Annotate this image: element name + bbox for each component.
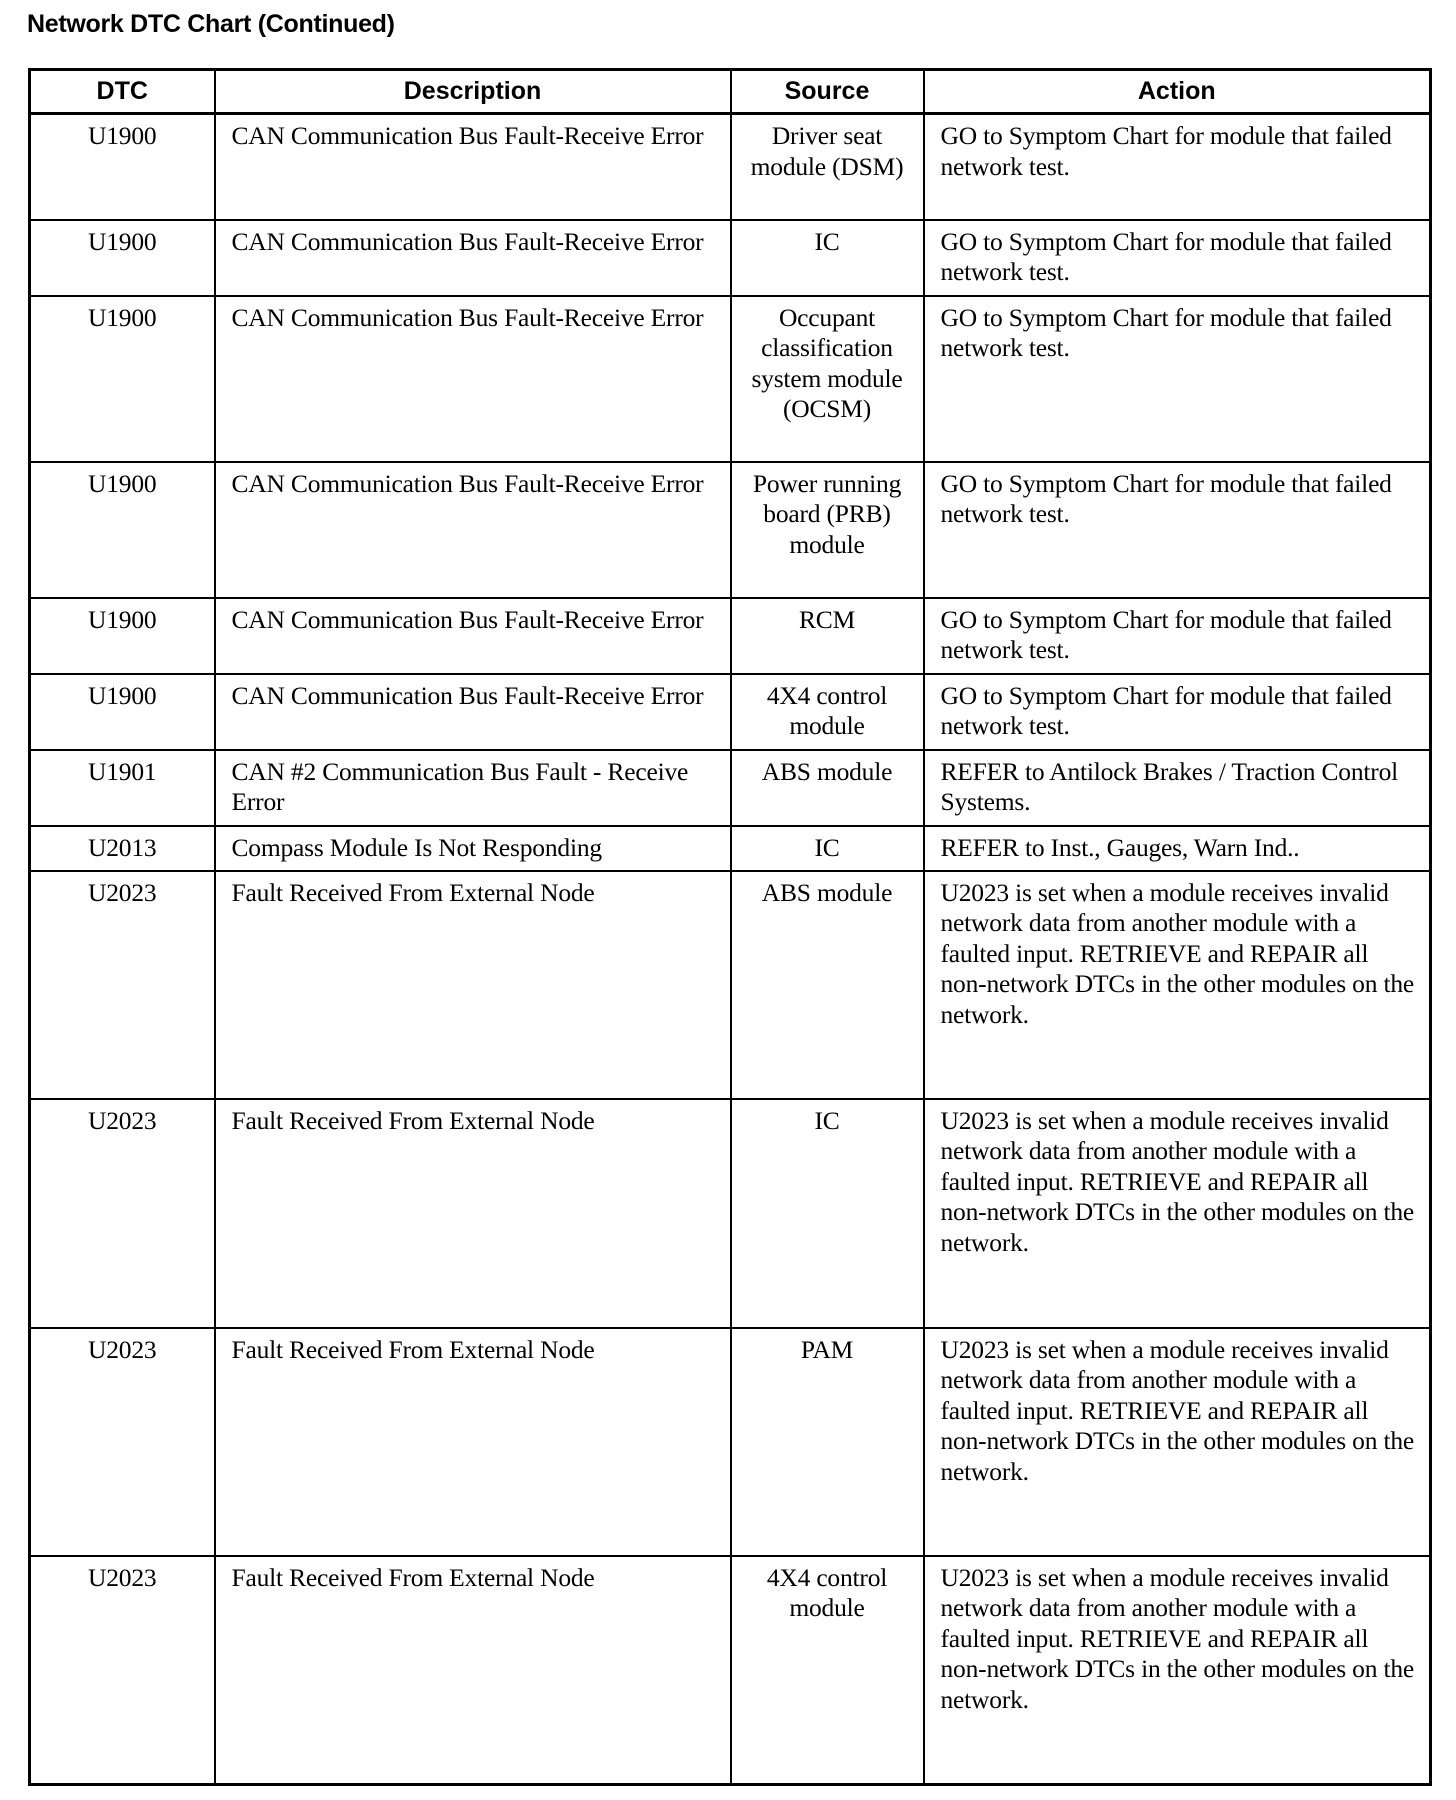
dtc-cell: U1900 bbox=[30, 598, 215, 674]
description-cell: Fault Received From External Node bbox=[215, 1099, 731, 1328]
dtc-cell: U1900 bbox=[30, 296, 215, 462]
table-row bbox=[30, 826, 1431, 871]
dtc-cell: U1900 bbox=[30, 674, 215, 750]
source-cell: RCM bbox=[731, 598, 924, 674]
source-cell: 4X4 control module bbox=[731, 1556, 924, 1785]
source-cell: ABS module bbox=[731, 750, 924, 826]
dtc-cell: U2023 bbox=[30, 871, 215, 1099]
table-header-row bbox=[30, 70, 1431, 114]
table-row bbox=[30, 296, 1431, 462]
column-header-description: Description bbox=[215, 70, 731, 114]
description-cell: Fault Received From External Node bbox=[215, 1328, 731, 1556]
dtc-cell: U1900 bbox=[30, 220, 215, 296]
action-cell: U2023 is set when a module receives invalid network data from another module with a faulted input. RETRIEVE and REPAIR all non-network DTCs in the other modules on the network. bbox=[924, 1328, 1431, 1556]
description-cell: CAN #2 Communication Bus Fault - Receive Error bbox=[215, 750, 731, 826]
action-cell: GO to Symptom Chart for module that failed network test. bbox=[924, 114, 1431, 220]
description-cell: Fault Received From External Node bbox=[215, 1556, 731, 1785]
dtc-cell: U1900 bbox=[30, 114, 215, 220]
table-row bbox=[30, 462, 1431, 598]
source-cell: IC bbox=[731, 1099, 924, 1328]
dtc-cell: U1900 bbox=[30, 462, 215, 598]
source-cell: IC bbox=[731, 826, 924, 871]
dtc-cell: U2023 bbox=[30, 1556, 215, 1785]
column-header-dtc: DTC bbox=[30, 70, 215, 114]
source-cell: IC bbox=[731, 220, 924, 296]
description-cell: Fault Received From External Node bbox=[215, 871, 731, 1099]
table-row bbox=[30, 1556, 1431, 1785]
column-header-source: Source bbox=[731, 70, 924, 114]
source-cell: PAM bbox=[731, 1328, 924, 1556]
action-cell: GO to Symptom Chart for module that failed network test. bbox=[924, 296, 1431, 462]
table-row bbox=[30, 1099, 1431, 1328]
table-row bbox=[30, 598, 1431, 674]
column-header-action: Action bbox=[924, 70, 1431, 114]
dtc-cell: U1901 bbox=[30, 750, 215, 826]
action-cell: REFER to Antilock Brakes / Traction Control Systems. bbox=[924, 750, 1431, 826]
dtc-cell: U2023 bbox=[30, 1328, 215, 1556]
source-cell: Power running board (PRB) module bbox=[731, 462, 924, 598]
action-cell: U2023 is set when a module receives invalid network data from another module with a faulted input. RETRIEVE and REPAIR all non-network DTCs in the other modules on the network. bbox=[924, 1556, 1431, 1785]
description-cell: CAN Communication Bus Fault-Receive Error bbox=[215, 598, 731, 674]
dtc-table bbox=[28, 68, 1432, 1786]
table-row bbox=[30, 1328, 1431, 1556]
description-cell: CAN Communication Bus Fault-Receive Error bbox=[215, 114, 731, 220]
action-cell: GO to Symptom Chart for module that failed network test. bbox=[924, 220, 1431, 296]
description-cell: CAN Communication Bus Fault-Receive Error bbox=[215, 296, 731, 462]
source-cell: Driver seat module (DSM) bbox=[731, 114, 924, 220]
source-cell: ABS module bbox=[731, 871, 924, 1099]
description-cell: Compass Module Is Not Responding bbox=[215, 826, 731, 871]
action-cell: GO to Symptom Chart for module that failed network test. bbox=[924, 598, 1431, 674]
description-cell: CAN Communication Bus Fault-Receive Error bbox=[215, 462, 731, 598]
action-cell: U2023 is set when a module receives invalid network data from another module with a faulted input. RETRIEVE and REPAIR all non-network DTCs in the other modules on the network. bbox=[924, 871, 1431, 1099]
dtc-cell: U2023 bbox=[30, 1099, 215, 1328]
description-cell: CAN Communication Bus Fault-Receive Error bbox=[215, 674, 731, 750]
source-cell: 4X4 control module bbox=[731, 674, 924, 750]
description-cell: CAN Communication Bus Fault-Receive Error bbox=[215, 220, 731, 296]
table-row bbox=[30, 114, 1431, 220]
action-cell: U2023 is set when a module receives invalid network data from another module with a faulted input. RETRIEVE and REPAIR all non-network DTCs in the other modules on the network. bbox=[924, 1099, 1431, 1328]
table-row bbox=[30, 674, 1431, 750]
dtc-cell: U2013 bbox=[30, 826, 215, 871]
page-title: Network DTC Chart (Continued) bbox=[27, 10, 395, 38]
source-cell: Occupant classification system module (OCSM) bbox=[731, 296, 924, 462]
table-row bbox=[30, 871, 1431, 1099]
table-row bbox=[30, 220, 1431, 296]
action-cell: GO to Symptom Chart for module that failed network test. bbox=[924, 674, 1431, 750]
table-row bbox=[30, 750, 1431, 826]
action-cell: REFER to Inst., Gauges, Warn Ind.. bbox=[924, 826, 1431, 871]
action-cell: GO to Symptom Chart for module that failed network test. bbox=[924, 462, 1431, 598]
